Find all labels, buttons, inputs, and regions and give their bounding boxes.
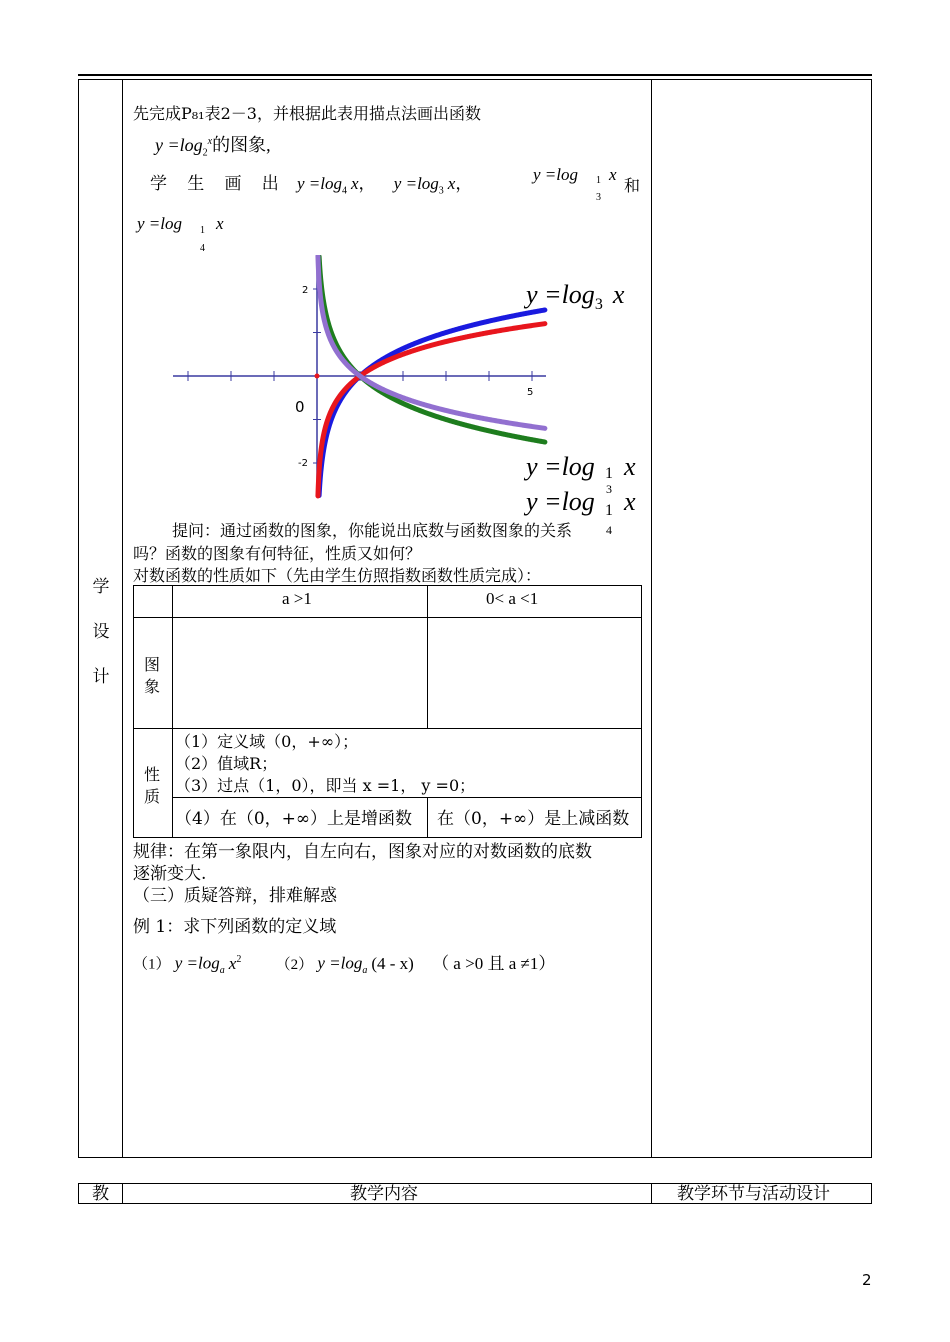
intro-var: x [207,136,213,147]
footer-right [871,1183,872,1204]
origin-dot [315,374,320,379]
intro-base: 2 [202,147,208,159]
p2-label: （2） [275,956,314,973]
label-log1-4-var: x [624,487,636,516]
curve-1 [318,324,545,496]
origin-label: 0 [295,398,305,416]
label-log3-func: y =log [526,280,595,309]
p1-func: y =log [174,953,220,973]
f3-and: 和 [624,176,641,195]
f3-expression [533,165,578,185]
f4-base-den: 4 [200,243,205,254]
label-log1-3-den: 3 [606,482,612,496]
prop-2: （2）值域R； [175,754,278,773]
header-a-range: 0< a <1 [486,589,539,608]
label-log1-3 [526,452,595,482]
prop-table-right [641,585,642,838]
intro-line-2 [155,132,271,164]
prop-3: （3）过点（1，0），即当 x =1， y =0； [175,776,476,795]
label-log1-3-func: y =log [526,452,595,481]
y-tick-label-2: 2 [302,285,309,296]
f1-var: x [351,174,359,193]
p2-condition: （ a >0 且 a ≠1） [432,953,556,973]
table-left-border [78,79,79,1158]
question-line-3: 对数函数的性质如下（先由学生仿照指数函数性质完成）： [133,566,542,585]
label-log1-3-num: 1 [605,465,613,482]
y-tick-label-neg2: -2 [298,458,308,469]
p2-base: a [362,965,368,977]
intro-line-1: 先完成P₈₁表2－3，并根据此表用描点法画出函数 [133,104,481,123]
p1-var: x [228,953,237,973]
f1-sep: ， [358,174,376,193]
curve-2 [319,256,545,442]
label-log3-base: 3 [594,296,603,314]
header-a-gt-1: a >1 [282,589,312,608]
f3-var: x [609,165,617,184]
f3-base-den: 3 [596,192,601,203]
students-draw-line [150,174,472,201]
table-right-border [871,79,872,1158]
intro-suffix: 的图象, [212,135,271,155]
f3-base-num: 1 [596,175,601,186]
table-col-divider-2 [651,79,652,1158]
intro-func: y =log [155,135,203,155]
label-log1-4-func: y =log [526,487,595,516]
row-graph-label: 图象 [144,655,161,696]
table-col-divider-1 [122,79,123,1158]
f1-base: 4 [342,185,347,197]
footer-div-2 [651,1183,652,1204]
example-1-problems [133,950,555,981]
footer-div-1 [122,1183,123,1204]
p2-arg: (4 - x) [371,953,414,973]
row-prop-label: 性质 [144,765,161,806]
side-label-xue: 学 [92,577,110,597]
f2-sep: ， [455,174,473,193]
p2-func: y =log [317,953,363,973]
prop-1: （1）定义域（0，+∞）； [175,732,359,751]
x-tick-label-5: 5 [527,387,534,398]
footer-col-3: 教学环节与活动设计 [677,1184,830,1204]
side-label-ji: 计 [92,667,110,687]
footer-col-1: 教 [92,1184,109,1204]
section-3-heading: （三）质疑答辩，排难解惑 [133,886,337,906]
footer-left [78,1183,79,1204]
prop-table-left [133,585,134,838]
f2-base: 3 [438,185,444,197]
students-draw-prefix: 学 生 画 出 [150,174,287,193]
prop-table-row2 [133,728,642,729]
f4-base-num: 1 [200,225,205,236]
prop-4-left: （4）在（0，+∞）上是增函数 [175,809,413,829]
label-log3 [526,280,624,320]
f1-func: y =log [297,174,342,193]
page-number: 2 [862,1271,872,1289]
label-log1-4-num: 1 [605,502,613,519]
label-log3-var: x [612,280,625,309]
f2-var: x [447,174,456,193]
f2-func: y =log [393,174,439,193]
f4-var: x [216,214,224,233]
footer-col-2: 教学内容 [350,1184,418,1204]
f4-func: y =log [137,214,182,233]
p1-label: （1） [133,956,171,973]
table-top-line [78,79,872,80]
side-label-she: 设 [92,622,110,642]
top-rule [78,74,872,76]
rule-line-2: 逐渐变大. [133,864,207,884]
label-log1-3-var: x [624,452,636,481]
prop-table-col2-top [427,585,428,729]
label-log1-4-den: 4 [606,523,612,537]
table-bottom-line [78,1157,872,1158]
example-1-title: 例 1：求下列函数的定义域 [133,917,337,937]
rule-line-1: 规律：在第一象限内，自左向右，图象对应的对数函数的底数 [133,842,592,862]
prop-table-top [133,585,642,586]
question-line-1: 提问：通过函数的图象，你能说出底数与函数图象的关系 [172,521,573,540]
f3-func: y =log [533,165,578,184]
prop-table-bottom [133,837,642,838]
prop-4-right: 在（0，+∞）是上减函数 [437,809,630,829]
curve-3 [318,256,545,428]
prop-table-col1 [172,585,173,838]
curve-0 [319,310,545,496]
label-log1-4 [526,487,595,517]
f4-expression [137,214,182,234]
prop-table-row3 [172,797,642,798]
p1-exp: 2 [236,954,242,965]
question-line-2: 吗？函数的图象有何特征，性质又如何？ [133,544,422,563]
prop-table-row1 [133,617,642,618]
p1-base: a [219,965,225,977]
prop-table-col2-bottom [427,797,428,838]
